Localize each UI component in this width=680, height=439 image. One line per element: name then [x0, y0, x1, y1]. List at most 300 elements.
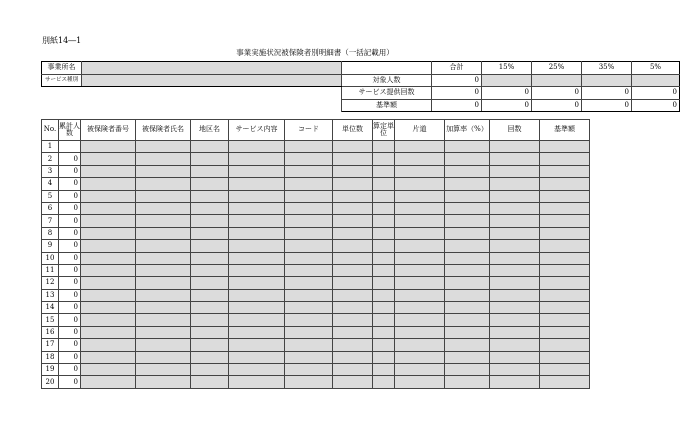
- district-cell[interactable]: [191, 351, 229, 363]
- add-rate-cell[interactable]: [445, 202, 490, 214]
- add-rate-cell[interactable]: [445, 351, 490, 363]
- code-cell[interactable]: [285, 227, 333, 239]
- units-cell[interactable]: [333, 215, 373, 227]
- insured-name-cell[interactable]: [136, 141, 191, 153]
- add-rate-cell[interactable]: [445, 215, 490, 227]
- summary-value: 0: [582, 87, 632, 100]
- summary-value: 0: [482, 99, 532, 112]
- insured-name-cell[interactable]: [136, 252, 191, 264]
- add-rate-cell[interactable]: [445, 165, 490, 177]
- cumulative-count: 0: [59, 277, 81, 289]
- count-cell[interactable]: [490, 326, 540, 338]
- district-cell[interactable]: [191, 240, 229, 252]
- calc-unit-cell[interactable]: [373, 190, 395, 202]
- calc-unit-cell[interactable]: [373, 277, 395, 289]
- count-cell[interactable]: [490, 264, 540, 276]
- calc-unit-cell[interactable]: [373, 289, 395, 301]
- table-row: [42, 178, 590, 190]
- col-header-code: コード: [285, 120, 333, 141]
- insured-name-cell[interactable]: [136, 314, 191, 326]
- table-row: [42, 227, 590, 239]
- district-cell[interactable]: [191, 153, 229, 165]
- summary-value: [482, 74, 532, 87]
- row-number: 4: [42, 178, 59, 190]
- row-number: 2: [42, 153, 59, 165]
- service-cell[interactable]: [229, 314, 285, 326]
- one-way-cell[interactable]: [395, 302, 445, 314]
- service-cell[interactable]: [229, 190, 285, 202]
- insured-number-cell[interactable]: [81, 376, 136, 388]
- count-cell[interactable]: [490, 141, 540, 153]
- table-row: [42, 326, 590, 338]
- cumulative-count: 0: [59, 351, 81, 363]
- summary-total: 0: [432, 99, 482, 112]
- insured-name-cell[interactable]: [136, 326, 191, 338]
- base-amount-cell[interactable]: [540, 215, 590, 227]
- one-way-cell[interactable]: [395, 314, 445, 326]
- calc-unit-cell[interactable]: [373, 178, 395, 190]
- row-number: 15: [42, 314, 59, 326]
- add-rate-cell[interactable]: [445, 227, 490, 239]
- cumulative-count: 0: [59, 202, 81, 214]
- service-cell[interactable]: [229, 289, 285, 301]
- insured-number-cell[interactable]: [81, 364, 136, 376]
- units-cell[interactable]: [333, 252, 373, 264]
- col-header-no: No.: [42, 120, 59, 141]
- base-amount-cell[interactable]: [540, 240, 590, 252]
- units-cell[interactable]: [333, 302, 373, 314]
- one-way-cell[interactable]: [395, 240, 445, 252]
- insured-name-cell[interactable]: [136, 215, 191, 227]
- add-rate-cell[interactable]: [445, 264, 490, 276]
- base-amount-cell[interactable]: [540, 339, 590, 351]
- one-way-cell[interactable]: [395, 376, 445, 388]
- code-cell[interactable]: [285, 153, 333, 165]
- calc-unit-cell[interactable]: [373, 326, 395, 338]
- add-rate-cell[interactable]: [445, 302, 490, 314]
- count-cell[interactable]: [490, 252, 540, 264]
- code-cell[interactable]: [285, 178, 333, 190]
- row-number: 10: [42, 252, 59, 264]
- one-way-cell[interactable]: [395, 227, 445, 239]
- insured-number-cell[interactable]: [81, 153, 136, 165]
- service-cell[interactable]: [229, 240, 285, 252]
- count-cell[interactable]: [490, 215, 540, 227]
- add-rate-cell[interactable]: [445, 178, 490, 190]
- col-header-calc-unit: 算定単位: [373, 120, 395, 141]
- insured-name-cell[interactable]: [136, 264, 191, 276]
- count-cell[interactable]: [490, 302, 540, 314]
- district-cell[interactable]: [191, 314, 229, 326]
- insured-number-cell[interactable]: [81, 178, 136, 190]
- insured-name-cell[interactable]: [136, 376, 191, 388]
- district-cell[interactable]: [191, 364, 229, 376]
- units-cell[interactable]: [333, 153, 373, 165]
- calc-unit-cell[interactable]: [373, 302, 395, 314]
- count-cell[interactable]: [490, 178, 540, 190]
- calc-unit-cell[interactable]: [373, 165, 395, 177]
- service-cell[interactable]: [229, 215, 285, 227]
- calc-unit-cell[interactable]: [373, 141, 395, 153]
- code-cell[interactable]: [285, 339, 333, 351]
- service-cell[interactable]: [229, 376, 285, 388]
- col-header-units: 単位数: [333, 120, 373, 141]
- base-amount-cell[interactable]: [540, 277, 590, 289]
- code-cell[interactable]: [285, 376, 333, 388]
- service-cell[interactable]: [229, 351, 285, 363]
- summary-value: [582, 74, 632, 87]
- summary-table: [41, 61, 680, 112]
- district-cell[interactable]: [191, 277, 229, 289]
- calc-unit-cell[interactable]: [373, 264, 395, 276]
- insured-number-cell[interactable]: [81, 227, 136, 239]
- rate-header-25: 25%: [532, 62, 582, 75]
- insured-name-cell[interactable]: [136, 240, 191, 252]
- col-header-service: サービス内容: [229, 120, 285, 141]
- one-way-cell[interactable]: [395, 289, 445, 301]
- units-cell[interactable]: [333, 178, 373, 190]
- units-cell[interactable]: [333, 264, 373, 276]
- insured-name-cell[interactable]: [136, 277, 191, 289]
- base-amount-cell[interactable]: [540, 190, 590, 202]
- add-rate-cell[interactable]: [445, 252, 490, 264]
- insured-number-cell[interactable]: [81, 252, 136, 264]
- insured-number-cell[interactable]: [81, 141, 136, 153]
- table-row: [42, 141, 590, 153]
- insured-number-cell[interactable]: [81, 277, 136, 289]
- summary-corner: [342, 62, 432, 75]
- one-way-cell[interactable]: [395, 252, 445, 264]
- service-type-label: サービス種別: [42, 74, 82, 87]
- service-cell[interactable]: [229, 153, 285, 165]
- one-way-cell[interactable]: [395, 326, 445, 338]
- summary-value: [632, 74, 680, 87]
- count-cell[interactable]: [490, 289, 540, 301]
- insured-number-cell[interactable]: [81, 215, 136, 227]
- insured-number-cell[interactable]: [81, 289, 136, 301]
- insured-name-cell[interactable]: [136, 178, 191, 190]
- add-rate-cell[interactable]: [445, 277, 490, 289]
- service-cell[interactable]: [229, 178, 285, 190]
- service-cell[interactable]: [229, 326, 285, 338]
- calc-unit-cell[interactable]: [373, 351, 395, 363]
- district-cell[interactable]: [191, 264, 229, 276]
- add-rate-cell[interactable]: [445, 326, 490, 338]
- one-way-cell[interactable]: [395, 190, 445, 202]
- add-rate-cell[interactable]: [445, 240, 490, 252]
- calc-unit-cell[interactable]: [373, 364, 395, 376]
- office-name-input[interactable]: [82, 62, 342, 75]
- code-cell[interactable]: [285, 277, 333, 289]
- col-header-district: 地区名: [191, 120, 229, 141]
- district-cell[interactable]: [191, 302, 229, 314]
- insured-number-cell[interactable]: [81, 314, 136, 326]
- code-cell[interactable]: [285, 326, 333, 338]
- district-cell[interactable]: [191, 202, 229, 214]
- calc-unit-cell[interactable]: [373, 376, 395, 388]
- cumulative-count: 0: [59, 364, 81, 376]
- base-amount-cell[interactable]: [540, 153, 590, 165]
- service-cell[interactable]: [229, 165, 285, 177]
- units-cell[interactable]: [333, 277, 373, 289]
- one-way-cell[interactable]: [395, 277, 445, 289]
- cumulative-count: 0: [59, 264, 81, 276]
- one-way-cell[interactable]: [395, 165, 445, 177]
- count-cell[interactable]: [490, 376, 540, 388]
- insured-name-cell[interactable]: [136, 165, 191, 177]
- units-cell[interactable]: [333, 141, 373, 153]
- row-number: 11: [42, 264, 59, 276]
- base-amount-cell[interactable]: [540, 326, 590, 338]
- col-header-insured-number: 被保険者番号: [81, 120, 136, 141]
- service-cell[interactable]: [229, 302, 285, 314]
- service-cell[interactable]: [229, 252, 285, 264]
- code-cell[interactable]: [285, 264, 333, 276]
- one-way-cell[interactable]: [395, 178, 445, 190]
- count-cell[interactable]: [490, 339, 540, 351]
- units-cell[interactable]: [333, 364, 373, 376]
- cumulative-count: 0: [59, 178, 81, 190]
- count-cell[interactable]: [490, 165, 540, 177]
- calc-unit-cell[interactable]: [373, 153, 395, 165]
- calc-unit-cell[interactable]: [373, 252, 395, 264]
- code-cell[interactable]: [285, 302, 333, 314]
- base-amount-cell[interactable]: [540, 289, 590, 301]
- insured-name-cell[interactable]: [136, 351, 191, 363]
- one-way-cell[interactable]: [395, 153, 445, 165]
- one-way-cell[interactable]: [395, 202, 445, 214]
- insured-name-cell[interactable]: [136, 302, 191, 314]
- row-number: 18: [42, 351, 59, 363]
- table-row: [42, 264, 590, 276]
- table-row: [42, 190, 590, 202]
- insured-number-cell[interactable]: [81, 190, 136, 202]
- row-number: 20: [42, 376, 59, 388]
- summary-total: 0: [432, 87, 482, 100]
- insured-name-cell[interactable]: [136, 364, 191, 376]
- row-number: 3: [42, 165, 59, 177]
- count-cell[interactable]: [490, 240, 540, 252]
- count-cell[interactable]: [490, 153, 540, 165]
- one-way-cell[interactable]: [395, 141, 445, 153]
- service-type-input[interactable]: [82, 74, 342, 87]
- cumulative-count: 0: [59, 252, 81, 264]
- table-row: [42, 289, 590, 301]
- base-amount-cell[interactable]: [540, 141, 590, 153]
- insured-name-cell[interactable]: [136, 289, 191, 301]
- calc-unit-cell[interactable]: [373, 215, 395, 227]
- calc-unit-cell[interactable]: [373, 227, 395, 239]
- calc-unit-cell[interactable]: [373, 240, 395, 252]
- add-rate-cell[interactable]: [445, 289, 490, 301]
- add-rate-cell[interactable]: [445, 339, 490, 351]
- col-header-insured-name: 被保険者氏名: [136, 120, 191, 141]
- insured-name-cell[interactable]: [136, 190, 191, 202]
- district-cell[interactable]: [191, 227, 229, 239]
- service-cell[interactable]: [229, 339, 285, 351]
- district-cell[interactable]: [191, 326, 229, 338]
- service-cell[interactable]: [229, 202, 285, 214]
- district-cell[interactable]: [191, 215, 229, 227]
- code-cell[interactable]: [285, 141, 333, 153]
- code-cell[interactable]: [285, 215, 333, 227]
- table-row: [42, 314, 590, 326]
- rate-header-35: 35%: [582, 62, 632, 75]
- table-row: [42, 165, 590, 177]
- units-cell[interactable]: [333, 376, 373, 388]
- add-rate-cell[interactable]: [445, 314, 490, 326]
- service-cell[interactable]: [229, 364, 285, 376]
- row-number: 12: [42, 277, 59, 289]
- rate-header-5: 5%: [632, 62, 680, 75]
- cumulative-count: 0: [59, 165, 81, 177]
- count-cell[interactable]: [490, 351, 540, 363]
- one-way-cell[interactable]: [395, 264, 445, 276]
- col-header-cumulative: 累計人数: [59, 120, 81, 141]
- insured-number-cell[interactable]: [81, 351, 136, 363]
- service-cell[interactable]: [229, 227, 285, 239]
- count-cell[interactable]: [490, 364, 540, 376]
- insured-number-cell[interactable]: [81, 326, 136, 338]
- units-cell[interactable]: [333, 202, 373, 214]
- table-row: [42, 153, 590, 165]
- units-cell[interactable]: [333, 165, 373, 177]
- summary-value: 0: [532, 99, 582, 112]
- cumulative-count: 0: [59, 153, 81, 165]
- insured-name-cell[interactable]: [136, 339, 191, 351]
- add-rate-cell[interactable]: [445, 376, 490, 388]
- base-amount-cell[interactable]: [540, 264, 590, 276]
- cumulative-count: 0: [59, 326, 81, 338]
- calc-unit-cell[interactable]: [373, 202, 395, 214]
- district-cell[interactable]: [191, 339, 229, 351]
- units-cell[interactable]: [333, 227, 373, 239]
- district-cell[interactable]: [191, 178, 229, 190]
- base-amount-cell[interactable]: [540, 202, 590, 214]
- one-way-cell[interactable]: [395, 339, 445, 351]
- table-row: [42, 240, 590, 252]
- cumulative-count: 0: [59, 227, 81, 239]
- base-amount-cell[interactable]: [540, 165, 590, 177]
- summary-value: 0: [582, 99, 632, 112]
- insured-name-cell[interactable]: [136, 202, 191, 214]
- total-header: 合計: [432, 62, 482, 75]
- cumulative-count: 0: [59, 302, 81, 314]
- insured-number-cell[interactable]: [81, 302, 136, 314]
- district-cell[interactable]: [191, 252, 229, 264]
- row-number: 14: [42, 302, 59, 314]
- service-cell[interactable]: [229, 277, 285, 289]
- base-amount-cell[interactable]: [540, 351, 590, 363]
- insured-name-cell[interactable]: [136, 227, 191, 239]
- rate-header-15: 15%: [482, 62, 532, 75]
- district-cell[interactable]: [191, 165, 229, 177]
- add-rate-cell[interactable]: [445, 153, 490, 165]
- code-cell[interactable]: [285, 351, 333, 363]
- add-rate-cell[interactable]: [445, 190, 490, 202]
- calc-unit-cell[interactable]: [373, 314, 395, 326]
- table-row: [42, 339, 590, 351]
- insured-name-cell[interactable]: [136, 153, 191, 165]
- detail-table: [41, 119, 590, 389]
- table-row: [42, 277, 590, 289]
- code-cell[interactable]: [285, 314, 333, 326]
- code-cell[interactable]: [285, 190, 333, 202]
- add-rate-cell[interactable]: [445, 364, 490, 376]
- row-number: 7: [42, 215, 59, 227]
- base-amount-cell[interactable]: [540, 178, 590, 190]
- base-amount-cell[interactable]: [540, 364, 590, 376]
- table-row: [42, 351, 590, 363]
- base-amount-cell[interactable]: [540, 252, 590, 264]
- summary-value: 0: [482, 87, 532, 100]
- one-way-cell[interactable]: [395, 351, 445, 363]
- cumulative-count: 0: [59, 376, 81, 388]
- col-header-count: 回数: [490, 120, 540, 141]
- row-number: 16: [42, 326, 59, 338]
- count-cell[interactable]: [490, 227, 540, 239]
- count-cell[interactable]: [490, 190, 540, 202]
- service-cell[interactable]: [229, 264, 285, 276]
- summary-row-label: 基準額: [342, 99, 432, 112]
- district-cell[interactable]: [191, 376, 229, 388]
- units-cell[interactable]: [333, 339, 373, 351]
- table-row: [42, 364, 590, 376]
- service-cell[interactable]: [229, 141, 285, 153]
- summary-row-label: サービス提供回数: [342, 87, 432, 100]
- code-cell[interactable]: [285, 364, 333, 376]
- cumulative-count: 0: [59, 289, 81, 301]
- insured-number-cell[interactable]: [81, 339, 136, 351]
- units-cell[interactable]: [333, 314, 373, 326]
- units-cell[interactable]: [333, 289, 373, 301]
- summary-total: 0: [432, 74, 482, 87]
- insured-number-cell[interactable]: [81, 202, 136, 214]
- base-amount-cell[interactable]: [540, 227, 590, 239]
- base-amount-cell[interactable]: [540, 302, 590, 314]
- insured-number-cell[interactable]: [81, 240, 136, 252]
- code-cell[interactable]: [285, 240, 333, 252]
- insured-number-cell[interactable]: [81, 264, 136, 276]
- units-cell[interactable]: [333, 326, 373, 338]
- insured-number-cell[interactable]: [81, 165, 136, 177]
- add-rate-cell[interactable]: [445, 141, 490, 153]
- one-way-cell[interactable]: [395, 364, 445, 376]
- count-cell[interactable]: [490, 202, 540, 214]
- row-number: 6: [42, 202, 59, 214]
- units-cell[interactable]: [333, 240, 373, 252]
- row-number: 13: [42, 289, 59, 301]
- code-cell[interactable]: [285, 202, 333, 214]
- cumulative-count: 0: [59, 339, 81, 351]
- base-amount-cell[interactable]: [540, 314, 590, 326]
- code-cell[interactable]: [285, 252, 333, 264]
- base-amount-cell[interactable]: [540, 376, 590, 388]
- district-cell[interactable]: [191, 190, 229, 202]
- code-cell[interactable]: [285, 165, 333, 177]
- col-header-base-amount: 基準額: [540, 120, 590, 141]
- district-cell[interactable]: [191, 289, 229, 301]
- code-cell[interactable]: [285, 289, 333, 301]
- units-cell[interactable]: [333, 351, 373, 363]
- units-cell[interactable]: [333, 190, 373, 202]
- calc-unit-cell[interactable]: [373, 339, 395, 351]
- count-cell[interactable]: [490, 277, 540, 289]
- district-cell[interactable]: [191, 141, 229, 153]
- count-cell[interactable]: [490, 314, 540, 326]
- one-way-cell[interactable]: [395, 215, 445, 227]
- summary-value: 0: [632, 99, 680, 112]
